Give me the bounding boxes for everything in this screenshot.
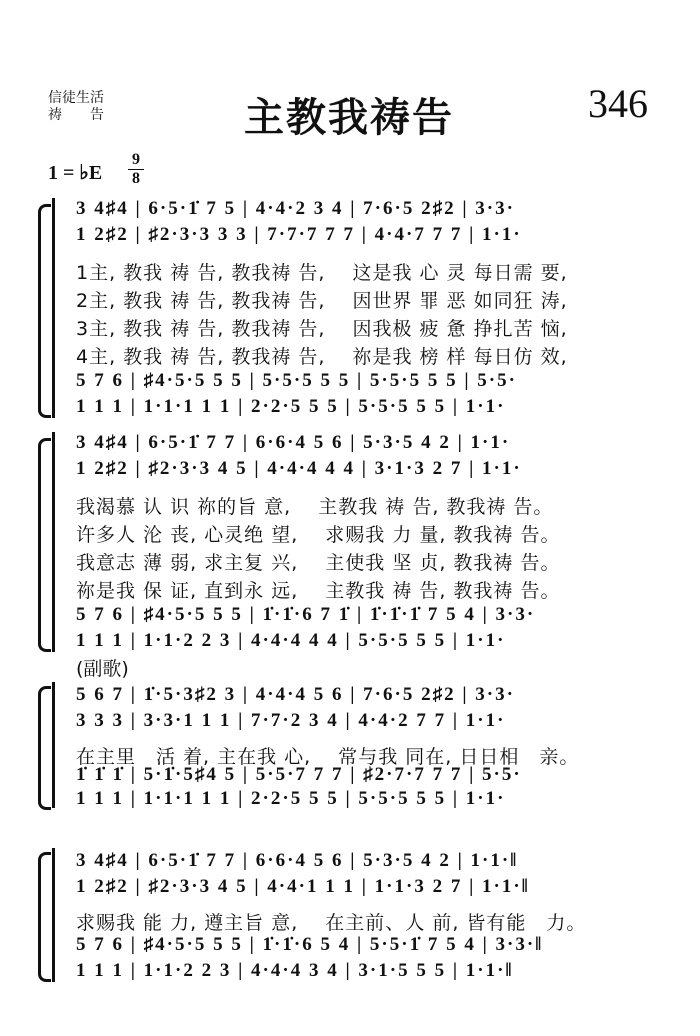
soprano-line: 3 4♯4 | 6·5·1̇ 7 5 | 4·4·2 3 4 | 7·6·5 2♯2 | 3·3· <box>76 198 515 219</box>
music-system-3 <box>38 680 658 810</box>
bass-line: 1 1 1 | 1·1·2 2 3 | 4·4·4 4 4 | 5·5·5 5 5 | 1·1· <box>76 630 506 651</box>
lyric-verse-1: 我渴慕 认 识 祢的旨 意, 主教我 祷 告, 教我祷 告。 <box>76 496 554 518</box>
system-bar-line <box>52 198 55 418</box>
hymn-title: 主教我祷告 <box>244 95 454 141</box>
category-label <box>48 90 104 124</box>
system-brace <box>38 852 51 982</box>
tenor-line: 5 7 6 | ♯4·5·5 5 5 | 1̇·1̇·6 5 4 | 5·5·1̇ 7 5 4 | 3·3·‖ <box>76 934 544 955</box>
alto-line: 1 2♯2 | ♯2·3·3 4 5 | 4·4·4 4 4 | 3·1·3 2 7 | 1·1· <box>76 458 522 479</box>
lyric-verse-2: 许多人 沦 丧, 心灵绝 望, 求赐我 力 量, 教我祷 告。 <box>76 524 561 546</box>
score-content <box>76 428 656 656</box>
score-content <box>76 846 656 986</box>
time-signature <box>128 152 144 187</box>
lyric-verse-2: 2主, 教我 祷 告, 教我祷 告, 因世界 罪 恶 如同狂 涛, <box>76 290 568 312</box>
soprano-line: 3 4♯4 | 6·5·1̇ 7 7 | 6·6·4 5 6 | 5·3·5 4 2 | 1·1·‖ <box>76 850 519 871</box>
lyric-verse-3: 我意志 薄 弱, 求主复 兴, 主使我 坚 贞, 教我祷 告。 <box>76 552 561 574</box>
alto-line: 1 2♯2 | ♯2·3·3 4 5 | 4·4·1 1 1 | 1·1·3 2 7 | 1·1·‖ <box>76 876 530 897</box>
tenor-line: 5 7 6 | ♯4·5·5 5 5 | 5·5·5 5 5 | 5·5·5 5 5 | 5·5· <box>76 370 517 391</box>
tenor-line: 5 7 6 | ♯4·5·5 5 5 | 1̇·1̇·6 7 1̇ | 1̇·1̇·1̇ 7 5 4 | 3·3· <box>76 604 536 625</box>
category-bottom: 祷 告 <box>48 107 104 123</box>
lyric-refrain: 在主里 活 着, 主在我 心, 常与我 同在, 日日相 亲。 <box>76 746 580 768</box>
system-brace <box>38 204 51 418</box>
bass-line: 1 1 1 | 1·1·1 1 1 | 2·2·5 5 5 | 5·5·5 5 5 | 1·1· <box>76 396 506 417</box>
system-bar-line <box>52 848 55 982</box>
refrain-label: (副歌) <box>76 658 129 680</box>
category-top: 信徒生活 <box>48 90 104 106</box>
meter-bottom: 8 <box>132 170 140 187</box>
system-brace <box>38 438 51 652</box>
soprano-line: 3 4♯4 | 6·5·1̇ 7 7 | 6·6·4 5 6 | 5·3·5 4 2 | 1·1· <box>76 432 511 453</box>
key-signature: 1 = ♭E <box>48 162 103 184</box>
lyric-verse-4: 4主, 教我 祷 告, 教我祷 告, 祢是我 榜 样 每日仿 效, <box>76 346 568 368</box>
tenor-line: 1̇ 1̇ 1̇ | 5·1̇·5♯4 5 | 5·5·7 7 7 | ♯2·7·7 7 7 | 5·5· <box>76 764 522 785</box>
bass-line: 1 1 1 | 1·1·1 1 1 | 2·2·5 5 5 | 5·5·5 5 5 | 1·1· <box>76 788 506 809</box>
system-bar-line <box>52 682 55 808</box>
alto-line: 1 2♯2 | ♯2·3·3 3 3 | 7·7·7 7 7 | 4·4·7 7 7 | 1·1· <box>76 224 522 245</box>
score-content <box>76 194 656 422</box>
lyric-verse-1: 1主, 教我 祷 告, 教我祷 告, 这是我 心 灵 每日需 要, <box>76 262 568 284</box>
system-bar-line <box>52 432 55 652</box>
soprano-line: 5 6 7 | 1̇·5·3♯2 3 | 4·4·4 5 6 | 7·6·5 2♯2 | 3·3· <box>76 684 515 705</box>
lyric-verse-4: 祢是我 保 证, 直到永 远, 主教我 祷 告, 教我祷 告。 <box>76 580 561 602</box>
lyric-final: 求赐我 能 力, 遵主旨 意, 在主前、人 前, 皆有能 力。 <box>76 912 587 934</box>
meter-top: 9 <box>132 151 140 168</box>
bass-line: 1 1 1 | 1·1·2 2 3 | 4·4·4 3 4 | 3·1·5 5 5 | 1·1·‖ <box>76 960 514 981</box>
alto-line: 3 3 3 | 3·3·1 1 1 | 7·7·2 3 4 | 4·4·2 7 7 | 1·1· <box>76 710 506 731</box>
system-brace <box>38 686 51 810</box>
hymn-number: 346 <box>588 81 648 126</box>
music-system-1 <box>38 194 658 422</box>
music-system-4 <box>38 846 658 986</box>
score-content <box>76 680 656 810</box>
music-system-2 <box>38 428 658 656</box>
lyric-verse-3: 3主, 教我 祷 告, 教我祷 告, 因我极 疲 惫 挣扎苦 恼, <box>76 318 568 340</box>
